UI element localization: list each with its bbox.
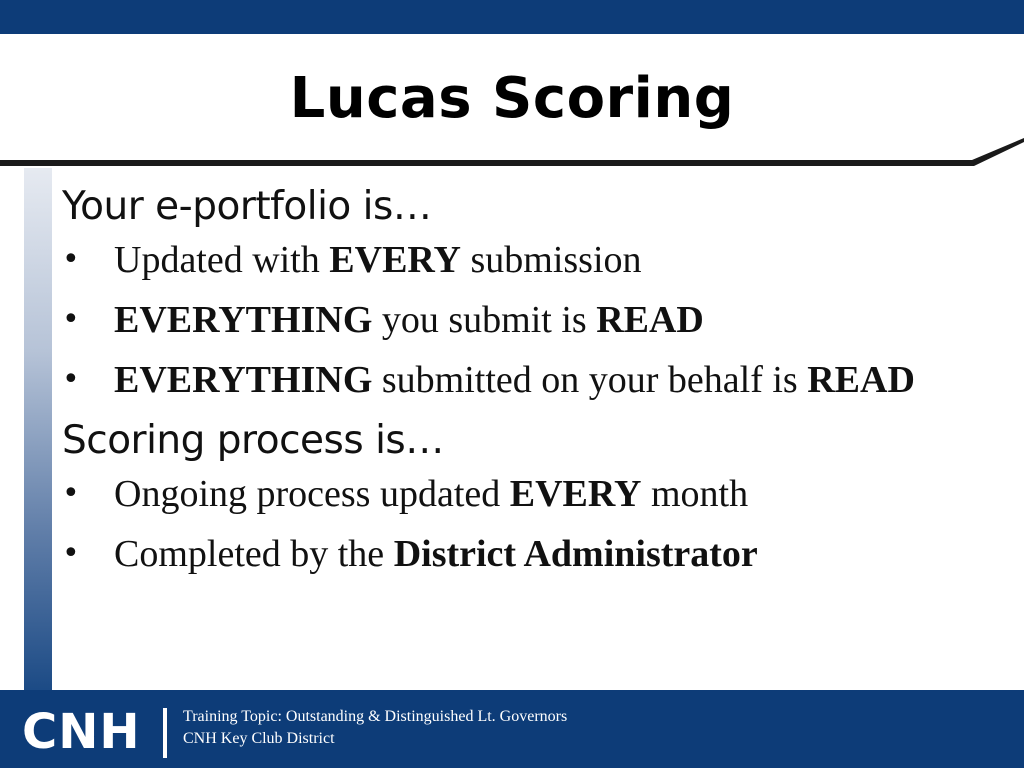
footer-topic: Training Topic: Outstanding & Distinguished Lt. Governors (183, 708, 568, 725)
bullet-emphasis: EVERYTHING (114, 299, 373, 341)
cnh-logo: CNH (22, 704, 141, 760)
bullet-icon: • (62, 362, 80, 397)
bullet-icon: • (62, 302, 80, 337)
section-heading: Your e-portfolio is… (62, 184, 432, 229)
bullet-item (62, 356, 992, 404)
bullet-item (62, 236, 992, 284)
bullet-text: month (641, 473, 749, 515)
bullet-text: Updated with (114, 239, 330, 281)
title-divider (0, 138, 1024, 178)
footer-bar (0, 690, 1024, 768)
bullet-icon: • (62, 242, 80, 277)
side-accent-bar (24, 168, 52, 692)
bullet-text: submission (460, 239, 642, 281)
bullet-icon: • (62, 536, 80, 571)
bullet-item (62, 296, 992, 344)
footer-district: CNH Key Club District (183, 730, 335, 747)
bullet-emphasis: EVERY (509, 473, 642, 515)
bullet-text: submitted on your behalf is (372, 359, 808, 401)
bullet-text: Ongoing process updated (114, 473, 510, 515)
bullet-emphasis: READ (596, 299, 704, 341)
bullet-emphasis: District Administrator (393, 533, 758, 575)
slide-body (62, 182, 992, 590)
bullet-text: Completed by the (114, 533, 394, 575)
bullet-list (62, 236, 992, 404)
bullet-emphasis: READ (807, 359, 915, 401)
top-banner (0, 0, 1024, 34)
bullet-text: you submit is (372, 299, 597, 341)
bullet-emphasis: EVERYTHING (114, 359, 373, 401)
slide-title: Lucas Scoring (289, 66, 735, 131)
section-heading: Scoring process is… (62, 418, 444, 463)
bullet-item (62, 470, 992, 518)
logo-separator (163, 708, 167, 758)
bullet-icon: • (62, 476, 80, 511)
bullet-emphasis: EVERY (329, 239, 461, 281)
bullet-list (62, 470, 992, 578)
bullet-item (62, 530, 992, 578)
